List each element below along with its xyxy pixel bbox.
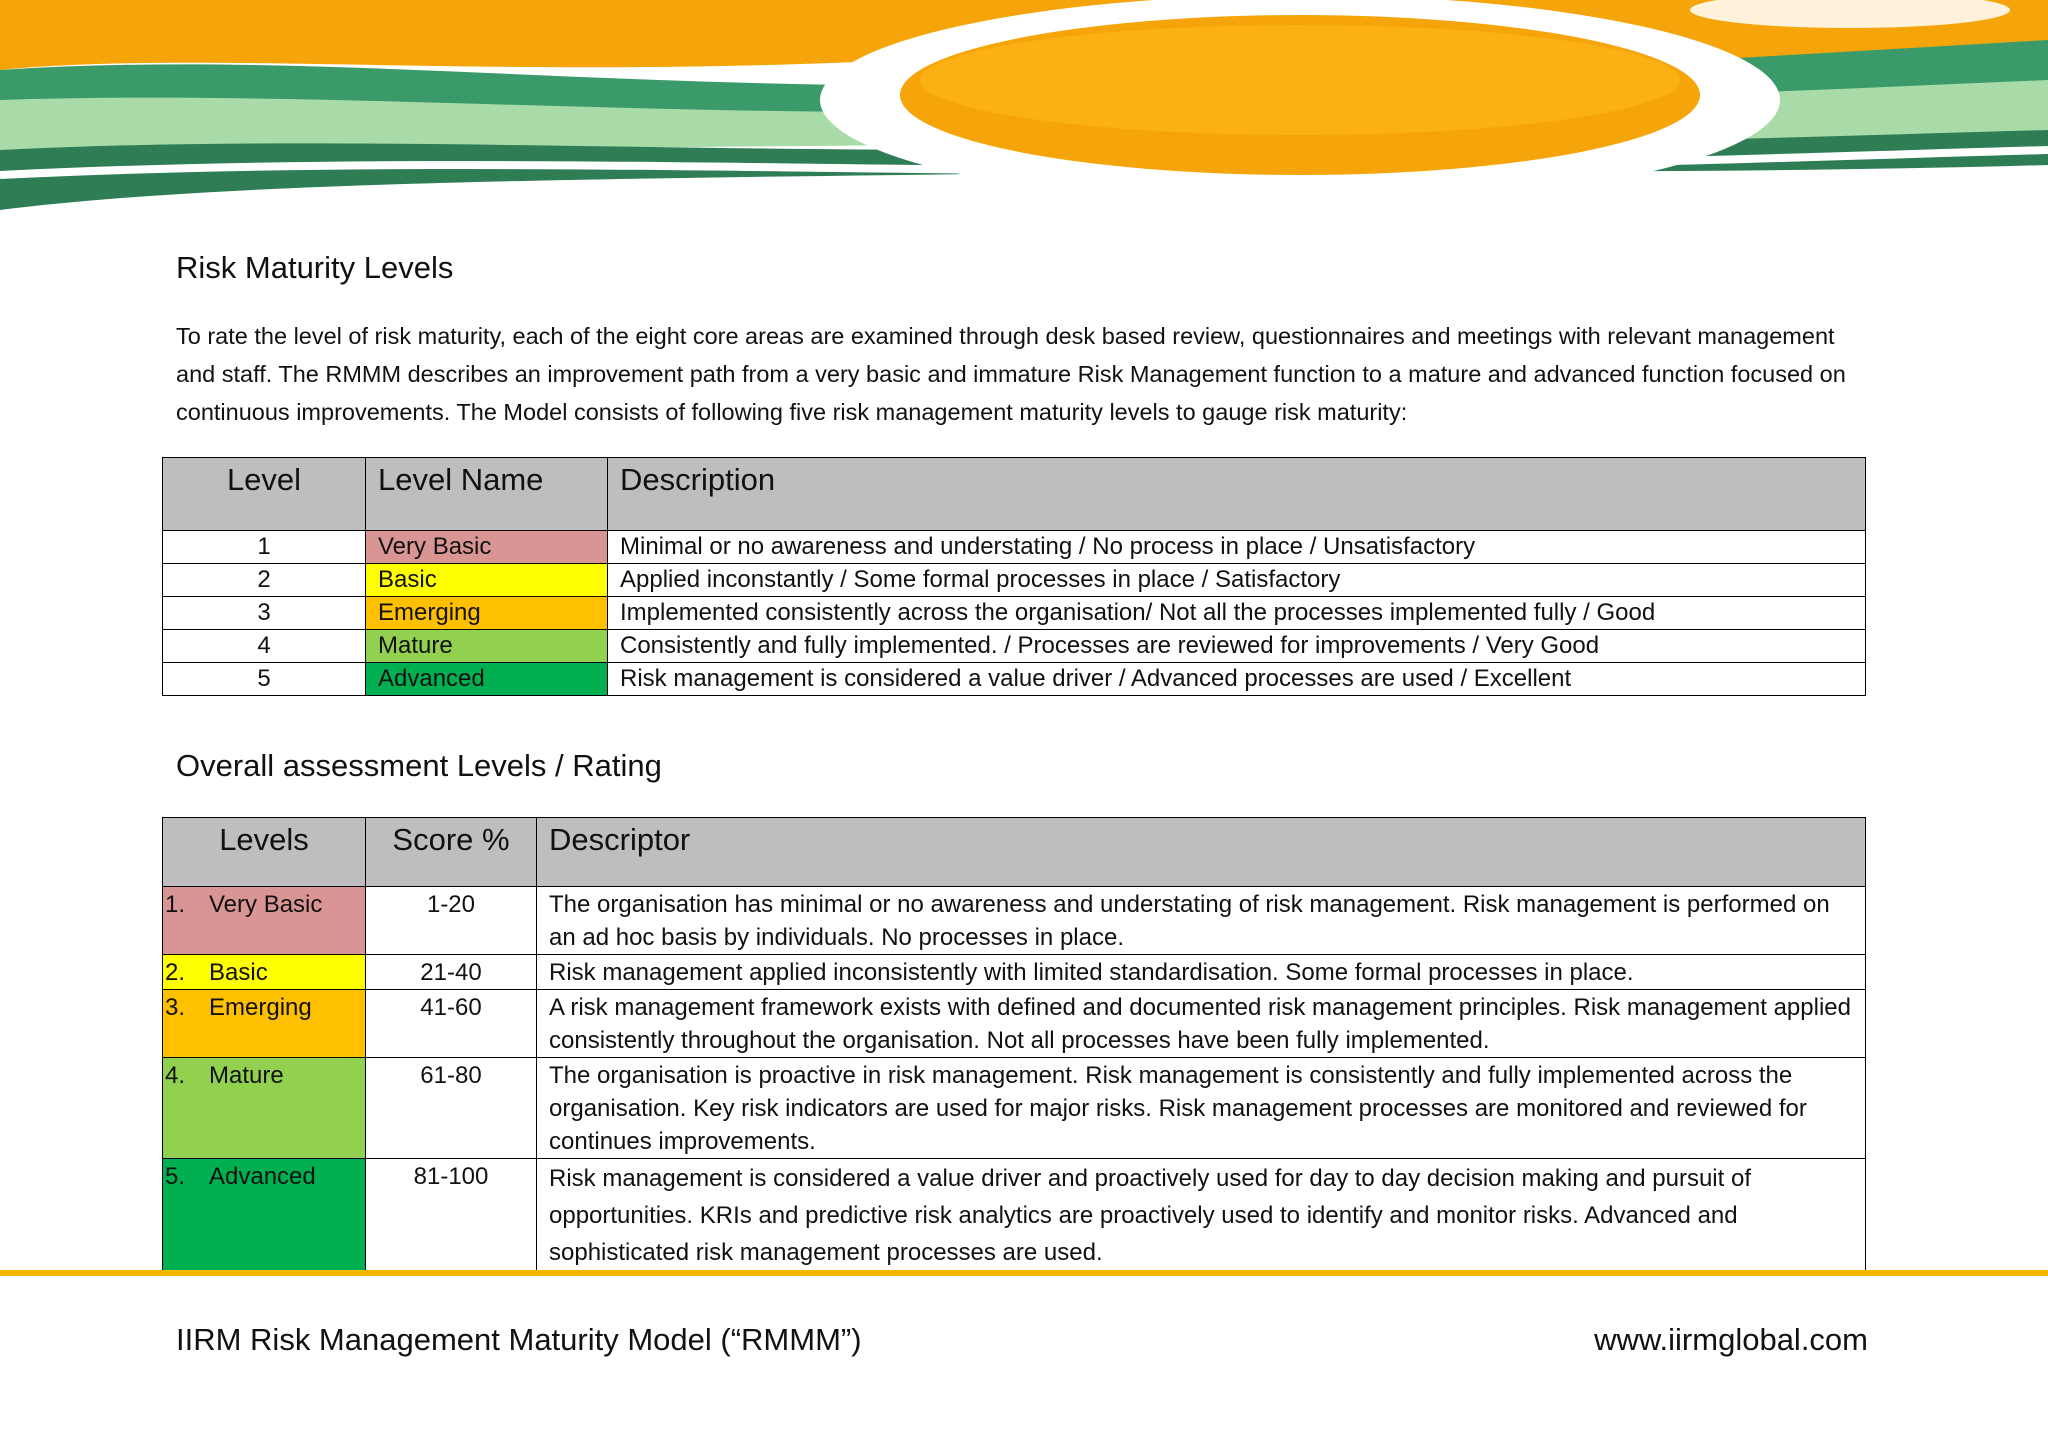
table-header-row xyxy=(163,818,1866,887)
section-title-overall-assessment: Overall assessment Levels / Rating xyxy=(176,748,662,783)
rating-descriptor: Risk management is considered a value driver and proactively used for day to day decision making and pursuit of opportunities. KRIs and predictive risk analytics are proactively used to identify and monitor risks. Advanced and sophisticated risk management processes are used. xyxy=(537,1159,1866,1272)
table-row xyxy=(163,531,1866,564)
rating-level-name: Emerging xyxy=(209,994,312,1021)
rating-level-number: 4. xyxy=(165,1062,186,1089)
level-description: Minimal or no awareness and understating / No process in place / Unsatisfactory xyxy=(608,531,1866,564)
level-number: 4 xyxy=(163,630,366,663)
level-number: 2 xyxy=(163,564,366,597)
column-header-descriptor: Descriptor xyxy=(537,818,1866,887)
level-description: Applied inconstantly / Some formal processes in place / Satisfactory xyxy=(608,564,1866,597)
level-description: Risk management is considered a value driver / Advanced processes are used / Excellent xyxy=(608,663,1866,696)
rating-descriptor: The organisation is proactive in risk management. Risk management is consistently and fully implemented across the organisation. Key risk indicators are used for major risks. Risk management processes are monitored and reviewed for continues improvements. xyxy=(537,1058,1866,1159)
column-header-description: Description xyxy=(608,458,1866,531)
level-name: Very Basic xyxy=(366,531,608,564)
rating-score: 21-40 xyxy=(366,955,537,990)
rating-level-name: Basic xyxy=(209,959,268,986)
level-number: 3 xyxy=(163,597,366,630)
table-row xyxy=(163,1058,1866,1159)
column-header-level: Level xyxy=(163,458,366,531)
footer-divider xyxy=(0,1270,2048,1276)
rating-descriptor: The organisation has minimal or no awareness and understating of risk management. Risk management is performed on an ad hoc basis by individuals. No processes in place. xyxy=(537,887,1866,955)
rating-score: 41-60 xyxy=(366,990,537,1058)
rating-descriptor: A risk management framework exists with defined and documented risk management principles. Risk management applied consistently throughout the organisation. Not all processes have been fully implemented. xyxy=(537,990,1866,1058)
rating-level xyxy=(163,955,366,990)
header-banner xyxy=(0,0,2048,215)
rating-level xyxy=(163,1159,366,1272)
maturity-levels-table xyxy=(162,457,1866,696)
rating-level-number: 1. xyxy=(165,891,186,918)
table-row xyxy=(163,887,1866,955)
level-name: Basic xyxy=(366,564,608,597)
table-header-row xyxy=(163,458,1866,531)
footer-website-link[interactable]: www.iirmglobal.com xyxy=(1594,1322,1868,1357)
level-name: Advanced xyxy=(366,663,608,696)
column-header-levels: Levels xyxy=(163,818,366,887)
table-row xyxy=(163,955,1866,990)
table-row xyxy=(163,990,1866,1058)
rating-level-name: Very Basic xyxy=(209,891,323,918)
level-description: Consistently and fully implemented. / Processes are reviewed for improvements / Very Good xyxy=(608,630,1866,663)
rating-score: 61-80 xyxy=(366,1058,537,1159)
rating-level-number: 3. xyxy=(165,994,186,1021)
rating-level-name: Advanced xyxy=(209,1163,316,1190)
table-row xyxy=(163,630,1866,663)
rating-descriptor: Risk management applied inconsistently with limited standardisation. Some formal processes in place. xyxy=(537,955,1866,990)
rating-score: 1-20 xyxy=(366,887,537,955)
footer-document-title: IIRM Risk Management Maturity Model (“RMMM”) xyxy=(176,1322,862,1357)
section-title-risk-maturity-levels: Risk Maturity Levels xyxy=(176,250,454,285)
column-header-score: Score % xyxy=(366,818,537,887)
rating-table xyxy=(162,817,1866,1272)
rating-level xyxy=(163,887,366,955)
table-row xyxy=(163,597,1866,630)
rating-level xyxy=(163,990,366,1058)
table-row xyxy=(163,1159,1866,1272)
rating-level-number: 5. xyxy=(165,1163,186,1190)
table-row xyxy=(163,564,1866,597)
rating-level-number: 2. xyxy=(165,959,186,986)
level-name: Mature xyxy=(366,630,608,663)
level-number: 1 xyxy=(163,531,366,564)
rating-level-name: Mature xyxy=(209,1062,284,1089)
level-number: 5 xyxy=(163,663,366,696)
intro-paragraph: To rate the level of risk maturity, each of the eight core areas are examined through desk based review, questionnaires and meetings with relevant management and staff. The RMMM describes an improvement path from a very basic and immature Risk Management function to a mature and advanced function focused on continuous improvements. The Model consists of following five risk management maturity levels to gauge risk maturity: xyxy=(176,323,1846,425)
column-header-level-name: Level Name xyxy=(366,458,608,531)
rating-level xyxy=(163,1058,366,1159)
rating-score: 81-100 xyxy=(366,1159,537,1272)
level-description: Implemented consistently across the organisation/ Not all the processes implemented fully / Good xyxy=(608,597,1866,630)
table-row xyxy=(163,663,1866,696)
level-name: Emerging xyxy=(366,597,608,630)
